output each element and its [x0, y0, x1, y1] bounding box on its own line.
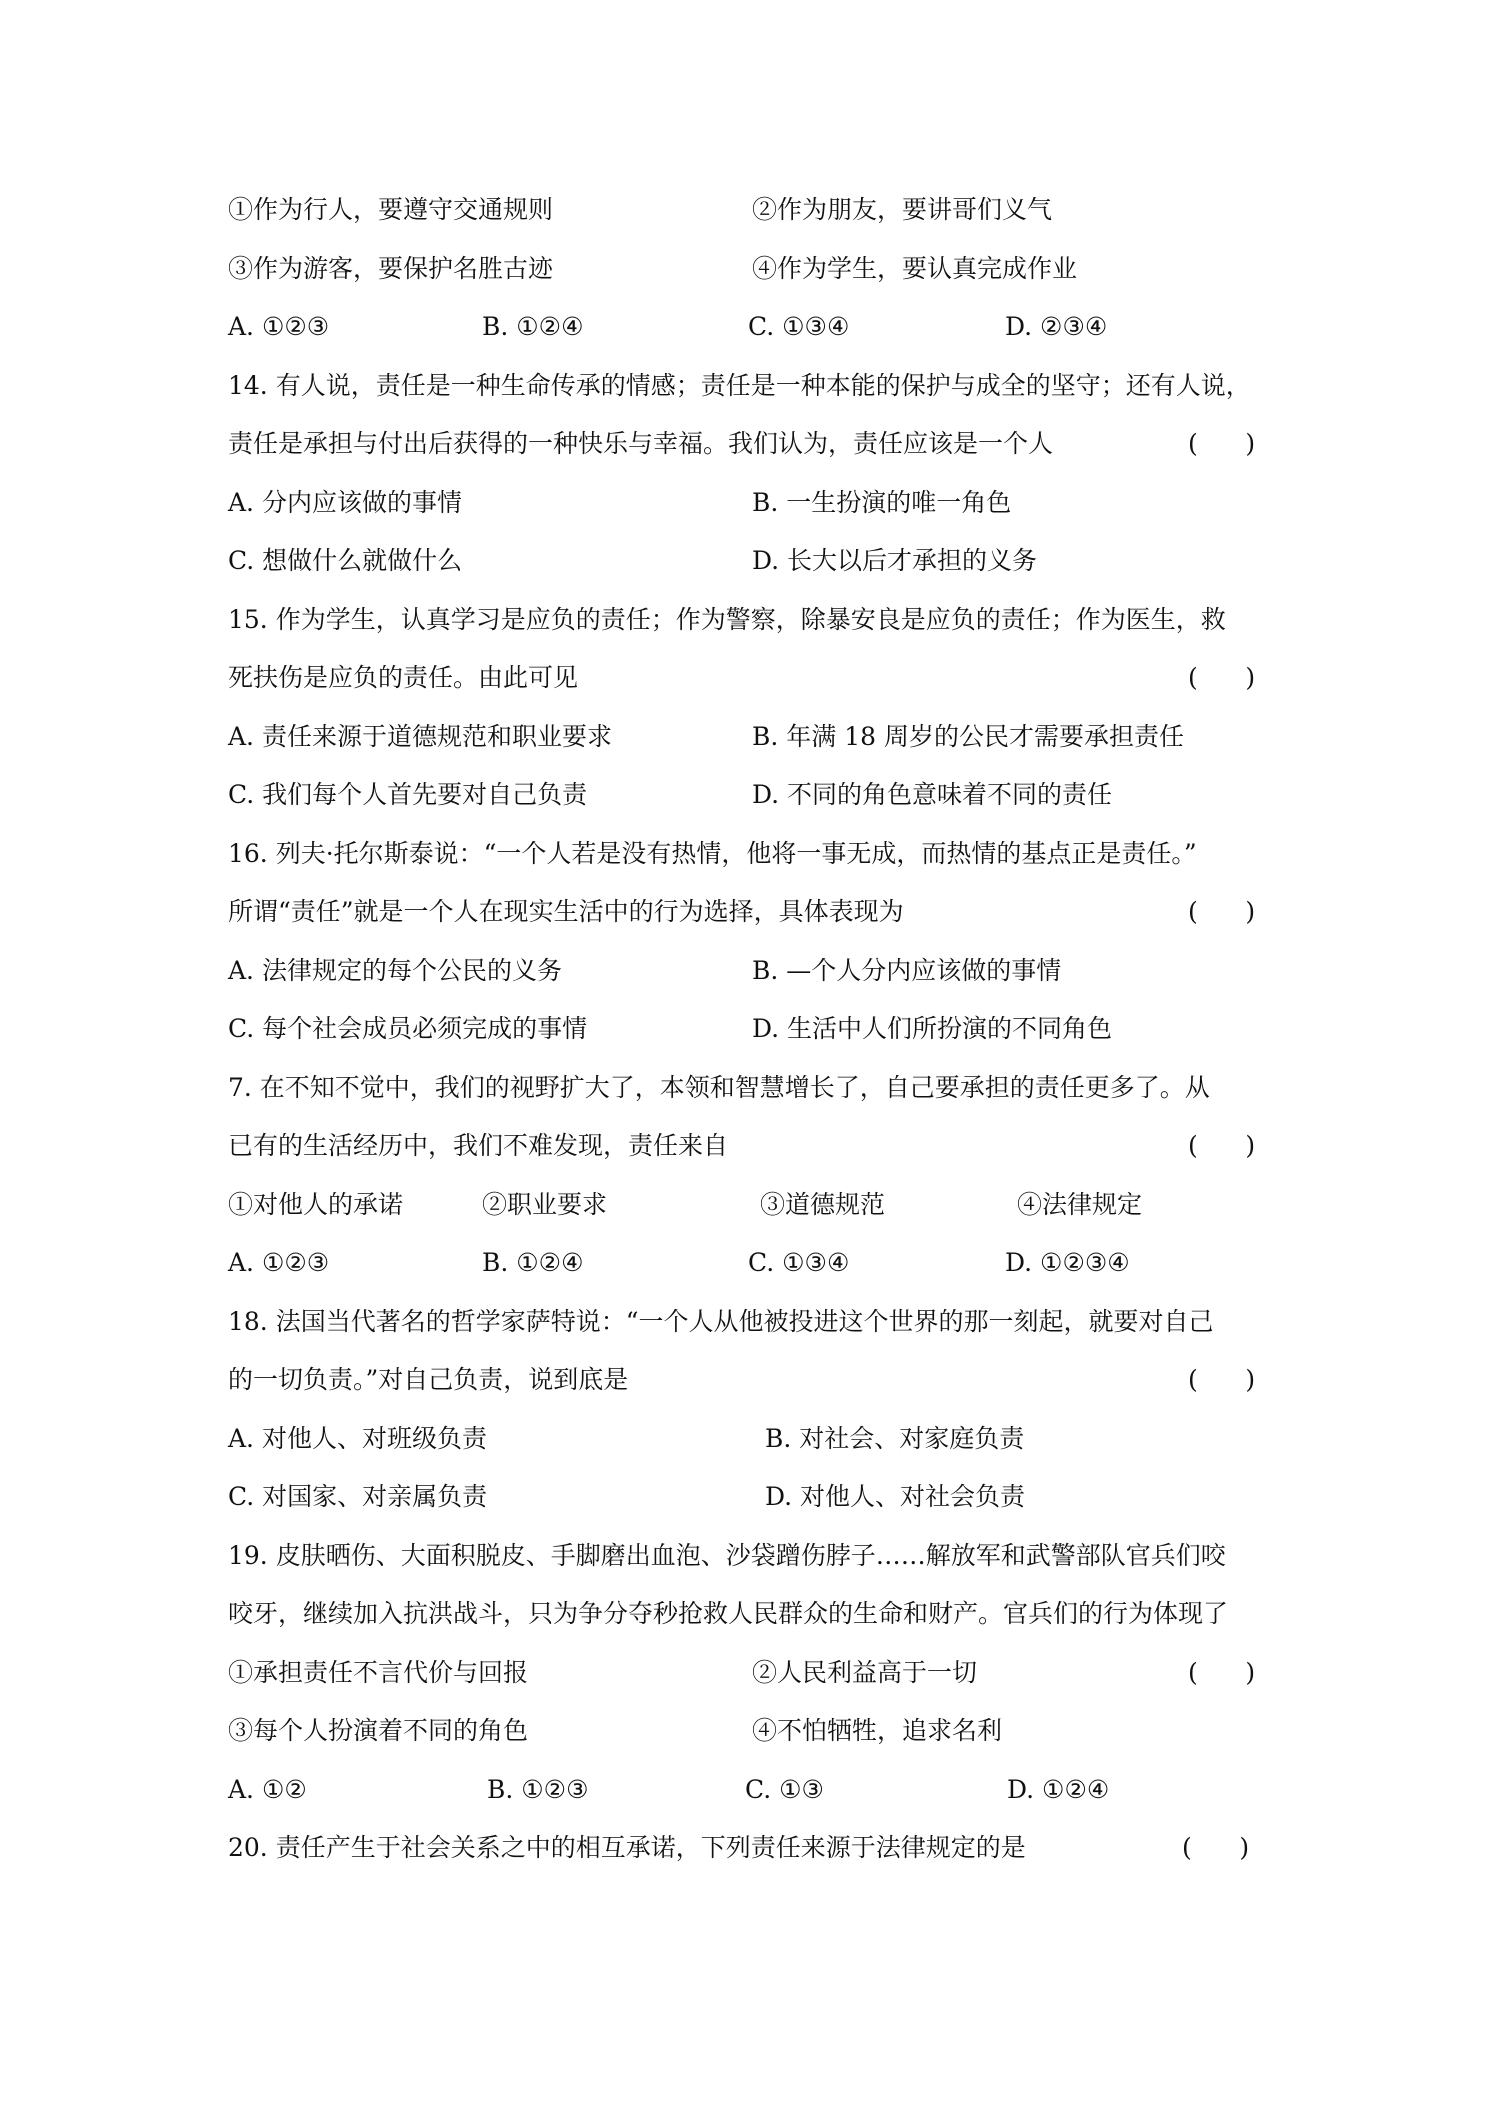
q16-choice-b: B. —个人分内应该做的事情	[752, 956, 1062, 985]
q17-option-3: ③道德规范	[760, 1190, 886, 1219]
q15-stem-line2: 死扶伤是应负的责任。由此可见	[228, 663, 579, 692]
q17-choice-c: C. ①③④	[748, 1248, 850, 1277]
q17-choice-a: A. ①②③	[228, 1248, 330, 1277]
q18-choice-c: C. 对国家、对亲属负责	[228, 1482, 488, 1511]
q16-choice-c: C. 每个社会成员必须完成的事情	[228, 1014, 588, 1043]
q13-choice-a: A. ①②③	[228, 312, 330, 341]
q14-stem-line1: 14. 有人说，责任是一种生命传承的情感；责任是一种本能的保护与成全的坚守；还有人说，	[228, 371, 1251, 400]
q13-option-2: ②作为朋友，要讲哥们义气	[752, 195, 1053, 224]
q13-choice-b: B. ①②④	[482, 312, 584, 341]
q13-option-1: ①作为行人，要遵守交通规则	[228, 195, 554, 224]
q19-option-3: ③每个人扮演着不同的角色	[228, 1716, 529, 1745]
q18-answer-bracket: ( )	[1188, 1365, 1256, 1394]
q14-choice-d: D. 长大以后才承担的义务	[752, 546, 1038, 575]
q17-choice-d: D. ①②③④	[1005, 1248, 1130, 1277]
q17-answer-bracket: ( )	[1188, 1131, 1256, 1160]
q15-stem-line1: 15. 作为学生，认真学习是应负的责任；作为警察，除暴安良是应负的责任；作为医生，救	[228, 605, 1226, 634]
q16-choice-a: A. 法律规定的每个公民的义务	[228, 956, 562, 985]
q15-choice-d: D. 不同的角色意味着不同的责任	[752, 780, 1113, 809]
q16-answer-bracket: ( )	[1188, 897, 1256, 926]
q17-choice-b: B. ①②④	[482, 1248, 584, 1277]
q19-choice-d: D. ①②④	[1007, 1775, 1110, 1804]
q13-option-4: ④作为学生，要认真完成作业	[752, 254, 1078, 283]
q19-choice-a: A. ①②	[228, 1775, 307, 1804]
q19-stem-line1: 19. 皮肤晒伤、大面积脱皮、手脚磨出血泡、沙袋蹭伤脖子……解放军和武警部队官兵们咬	[228, 1541, 1226, 1570]
q16-stem-line1: 16. 列夫·托尔斯泰说：“一个人若是没有热情，他将一事无成，而热情的基点正是责任。”	[228, 839, 1197, 868]
q16-stem-line2: 所谓“责任”就是一个人在现实生活中的行为选择，具体表现为	[228, 897, 904, 926]
q19-choice-c: C. ①③	[745, 1775, 824, 1804]
q18-stem-line2: 的一切负责。”对自己负责，说到底是	[228, 1365, 629, 1394]
q19-option-1: ①承担责任不言代价与回报	[228, 1658, 529, 1687]
q14-stem-line2: 责任是承担与付出后获得的一种快乐与幸福。我们认为，责任应该是一个人	[228, 429, 1054, 458]
q17-stem-line2: 已有的生活经历中，我们不难发现，责任来自	[228, 1131, 729, 1160]
q17-stem-line1: 7. 在不知不觉中，我们的视野扩大了，本领和智慧增长了，自己要承担的责任更多了。从	[228, 1073, 1210, 1102]
q20-stem-line1: 20. 责任产生于社会关系之中的相互承诺，下列责任来源于法律规定的是	[228, 1833, 1026, 1862]
q16-choice-d: D. 生活中人们所扮演的不同角色	[752, 1014, 1113, 1043]
q15-choice-a: A. 责任来源于道德规范和职业要求	[228, 722, 612, 751]
q15-choice-c: C. 我们每个人首先要对自己负责	[228, 780, 588, 809]
q17-option-1: ①对他人的承诺	[228, 1190, 404, 1219]
q18-choice-d: D. 对他人、对社会负责	[765, 1482, 1026, 1511]
q19-answer-bracket: ( )	[1188, 1658, 1256, 1687]
q19-choice-b: B. ①②③	[487, 1775, 589, 1804]
q17-option-4: ④法律规定	[1017, 1190, 1143, 1219]
q18-stem-line1: 18. 法国当代著名的哲学家萨特说：“一个人从他被投进这个世界的那一刻起，就要对自己	[228, 1307, 1214, 1336]
q13-option-3: ③作为游客，要保护名胜古迹	[228, 254, 554, 283]
q13-choice-d: D. ②③④	[1005, 312, 1108, 341]
q19-stem-line2: 咬牙，继续加入抗洪战斗，只为争分夺秒抢救人民群众的生命和财产。官兵们的行为体现了	[228, 1599, 1229, 1628]
q14-answer-bracket: ( )	[1188, 429, 1256, 458]
q18-choice-b: B. 对社会、对家庭负责	[765, 1424, 1025, 1453]
q19-option-4: ④不怕牺牲，追求名利	[752, 1716, 1003, 1745]
q18-choice-a: A. 对他人、对班级负责	[228, 1424, 487, 1453]
q20-answer-bracket: ( )	[1182, 1833, 1250, 1862]
q15-answer-bracket: ( )	[1188, 663, 1256, 692]
q14-choice-b: B. 一生扮演的唯一角色	[752, 488, 1012, 517]
q19-option-2: ②人民利益高于一切	[752, 1658, 978, 1687]
q17-option-2: ②职业要求	[482, 1190, 608, 1219]
q15-choice-b: B. 年满 18 周岁的公民才需要承担责任	[752, 722, 1184, 751]
q14-choice-a: A. 分内应该做的事情	[228, 488, 462, 517]
q13-choice-c: C. ①③④	[748, 312, 850, 341]
q14-choice-c: C. 想做什么就做什么	[228, 546, 463, 575]
